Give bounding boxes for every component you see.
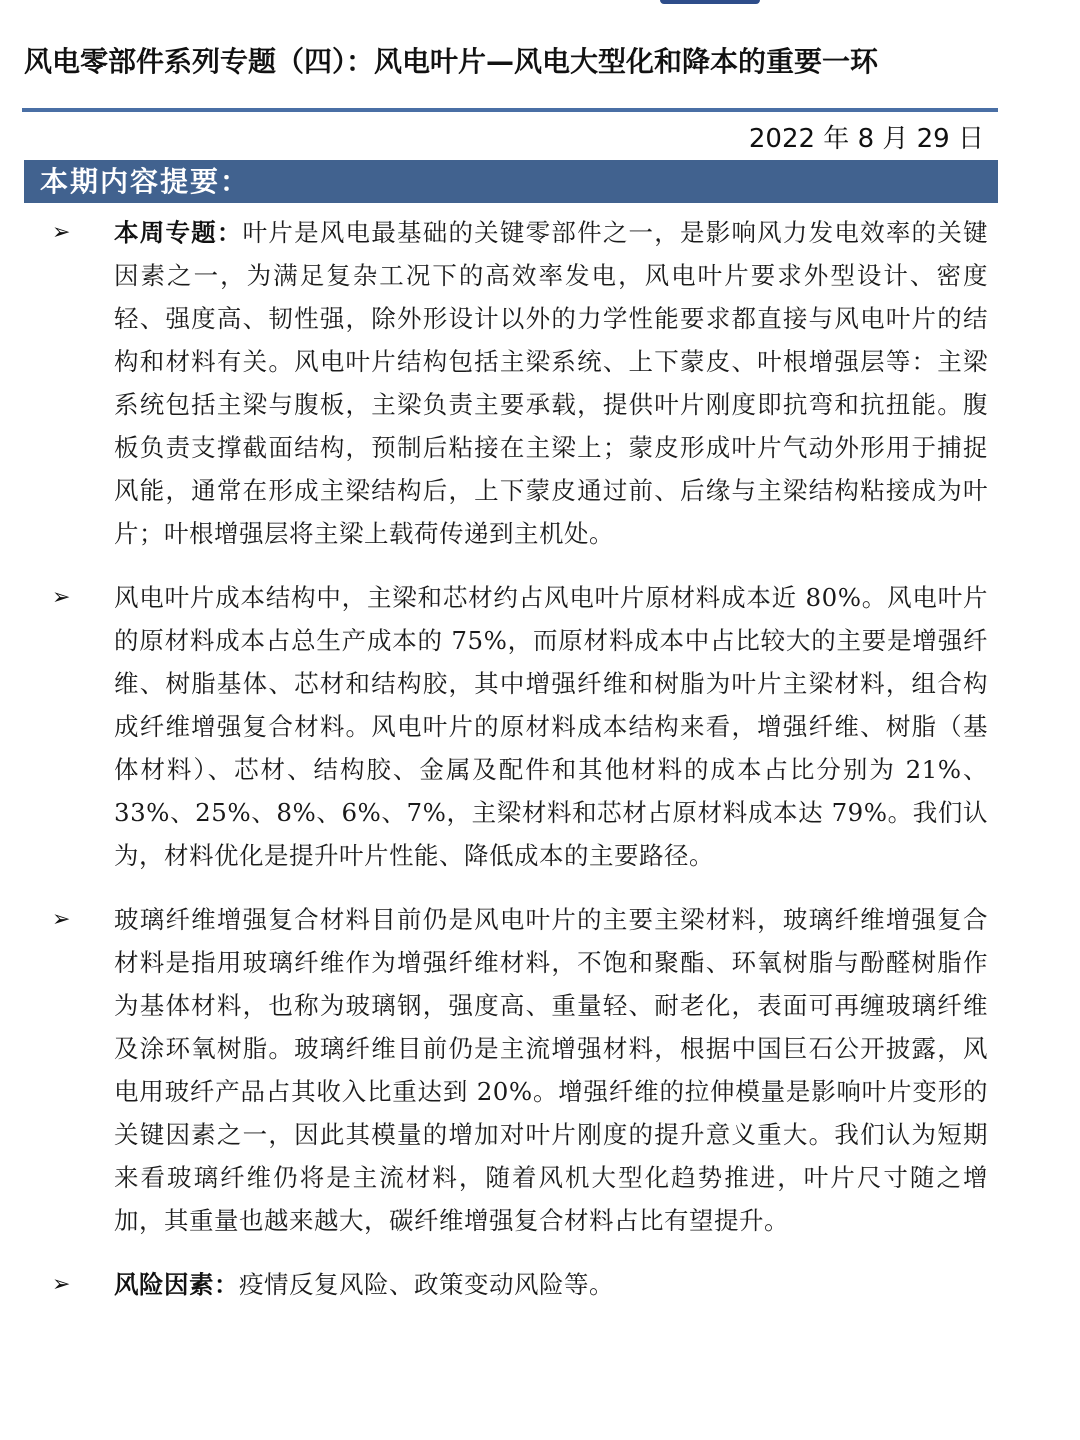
bullet-text <box>114 211 988 555</box>
bullet-text <box>114 576 988 877</box>
bullet-body: 玻璃纤维增强复合材料目前仍是风电叶片的主要主梁材料，玻璃纤维增强复合材料是指用玻璃纤维作为增强纤维材料，不饱和聚酯、环氧树脂与酚醛树脂作为基体材料，也称为玻璃钢，强度高、重量轻、耐老化，表面可再缠玻璃纤维及涂环氧树脂。玻璃纤维目前仍是主流增强材料，根据中国巨石公开披露，风电用玻纤产品占其收入比重达到 20%。增强纤维的拉伸模量是影响叶片变形的关键因素之一，因此其模量的增加对叶片刚度的提升意义重大。我们认为短期来看玻璃纤维仍将是主流材料，随着风机大型化趋势推进，叶片尺寸随之增加，其重量也越来越大，碳纤维增强复合材料占比有望提升。 <box>114 905 988 1235</box>
bullet-body: 风电叶片成本结构中，主梁和芯材约占风电叶片原材料成本近 80%。风电叶片的原材料成本占总生产成本的 75%，而原材料成本中占比较大的主要是增强纤维、树脂基体、芯材和结构胶，其中增强纤维和树脂为叶片主梁材料，组合构成纤维增强复合材料。风电叶片的原材料成本结构来看，增强纤维、树脂（基体材料）、芯材、结构胶、金属及配件和其他材料的成本占比分别为 21%、33%、25%、8%、6%、7%，主梁材料和芯材占原材料成本达 79%。我们认为，材料优化是提升叶片性能、降低成本的主要路径。 <box>114 583 988 870</box>
summary-heading-bar <box>24 160 998 203</box>
report-title: 风电零部件系列专题（四）：风电叶片—风电大型化和降本的重要一环 <box>24 45 879 78</box>
bullet-arrow-icon: ➢ <box>52 1272 71 1297</box>
title-divider <box>22 108 998 112</box>
report-date: 2022 年 8 月 29 日 <box>748 124 984 154</box>
bullet-text <box>114 898 988 1242</box>
bullet-cost-structure <box>52 576 988 877</box>
bullet-label: 本周专题： <box>114 218 243 247</box>
bullet-arrow-icon: ➢ <box>52 585 71 610</box>
bullet-risk-factors <box>52 1263 988 1306</box>
summary-content <box>52 211 988 1327</box>
top-accent-decoration <box>660 0 760 4</box>
bullet-body: 疫情反复风险、政策变动风险等。 <box>239 1270 614 1299</box>
bullet-arrow-icon: ➢ <box>52 907 71 932</box>
bullet-arrow-icon: ➢ <box>52 220 71 245</box>
bullet-weekly-topic <box>52 211 988 555</box>
bullet-text <box>114 1263 988 1306</box>
summary-heading: 本期内容提要： <box>40 165 251 198</box>
bullet-body: 叶片是风电最基础的关键零部件之一，是影响风力发电效率的关键因素之一，为满足复杂工况下的高效率发电，风电叶片要求外型设计、密度轻、强度高、韧性强，除外形设计以外的力学性能要求都直接与风电叶片的结构和材料有关。风电叶片结构包括主梁系统、上下蒙皮、叶根增强层等：主梁系统包括主梁与腹板，主梁负责主要承载，提供叶片刚度即抗弯和抗扭能。腹板负责支撑截面结构，预制后粘接在主梁上；蒙皮形成叶片气动外形用于捕捉风能，通常在形成主梁结构后，上下蒙皮通过前、后缘与主梁结构粘接成为叶片；叶根增强层将主梁上载荷传递到主机处。 <box>114 218 989 548</box>
bullet-glass-fiber <box>52 898 988 1242</box>
bullet-label: 风险因素： <box>114 1270 239 1299</box>
